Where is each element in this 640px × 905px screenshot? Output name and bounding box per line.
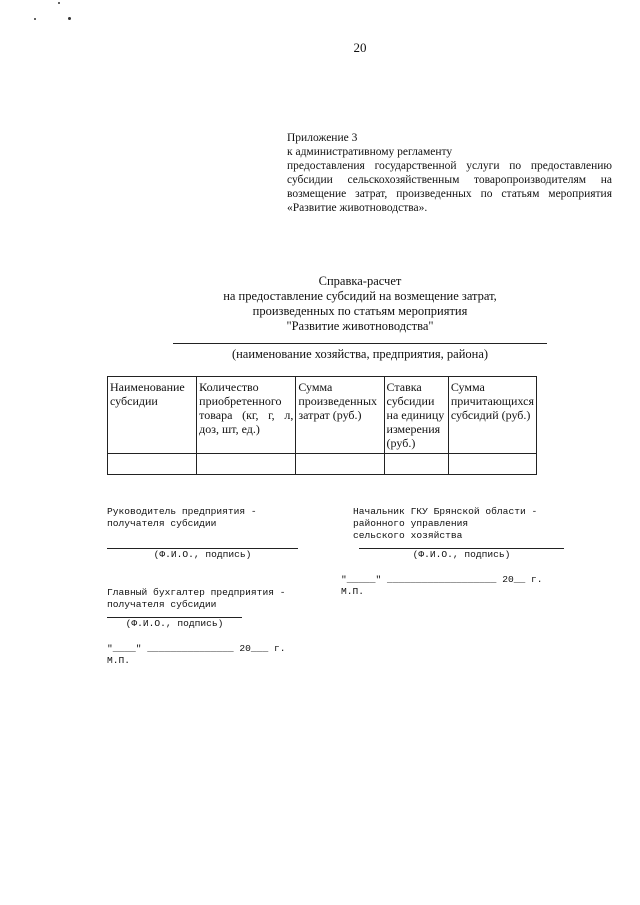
scan-speck	[68, 17, 71, 20]
column-header: Сумма произведенных затрат (руб.)	[296, 377, 384, 454]
scan-speck	[58, 2, 60, 4]
gku-date[interactable]: "_____" ___________________ 20__ г.	[341, 574, 543, 585]
manager-title: Руководитель предприятия - получателя субсидии	[107, 506, 257, 529]
accountant-signature-caption: (Ф.И.О., подпись)	[125, 618, 224, 629]
organization-caption: (наименование хозяйства, предприятия, района)	[231, 347, 489, 361]
appendix-line: «Развитие животноводства».	[287, 202, 428, 214]
page-number: 20	[353, 40, 367, 55]
gku-signature-caption: (Ф.И.О., подпись)	[412, 549, 511, 560]
appendix-note	[287, 131, 612, 215]
column-header: Количество приобретенного товара (кг, г, л, доз, шт, ед.)	[197, 377, 296, 454]
accountant-title: Главный бухгалтер предприятия - получателя субсидии	[107, 587, 286, 610]
appendix-line: Приложение 3	[287, 132, 358, 144]
title-line: произведенных по статьям мероприятия	[252, 304, 468, 318]
table-cell[interactable]	[448, 454, 536, 475]
title-line: "Развитие животноводства"	[286, 319, 434, 333]
table-cell[interactable]	[296, 454, 384, 475]
scan-speck	[34, 18, 36, 20]
subsidy-calculation-table	[107, 376, 537, 475]
table-row	[108, 454, 537, 475]
gku-head-title: Начальник ГКУ Брянской области - районного управления сельского хозяйства	[353, 506, 538, 541]
appendix-line: возмещение затрат, произведенных по статьям мероприятия	[287, 188, 612, 200]
appendix-line: предоставления государственной услуги по предоставлению	[287, 160, 612, 172]
document-title	[0, 274, 640, 334]
manager-signature-caption: (Ф.И.О., подпись)	[153, 549, 252, 560]
column-header: Наименование субсидии	[108, 377, 197, 454]
title-line: Справка-расчет	[318, 274, 402, 288]
accountant-date[interactable]: "____" _______________ 20___ г.	[107, 643, 286, 654]
column-header: Сумма причитающихся субсидий (руб.)	[448, 377, 536, 454]
table-cell[interactable]	[384, 454, 448, 475]
title-line: на предоставление субсидий на возмещение затрат,	[223, 289, 497, 303]
column-header: Ставка субсидии на единицу измерения (руб.)	[384, 377, 448, 454]
organization-name-field[interactable]	[173, 343, 547, 344]
table-header-row	[108, 377, 537, 454]
gku-stamp-mark: М.П.	[341, 586, 365, 597]
table-cell[interactable]	[108, 454, 197, 475]
table-cell[interactable]	[197, 454, 296, 475]
accountant-stamp-mark: М.П.	[107, 655, 131, 666]
appendix-line: субсидии сельскохозяйственным товаропроизводителям на	[287, 174, 612, 186]
appendix-line: к административному регламенту	[287, 146, 453, 158]
